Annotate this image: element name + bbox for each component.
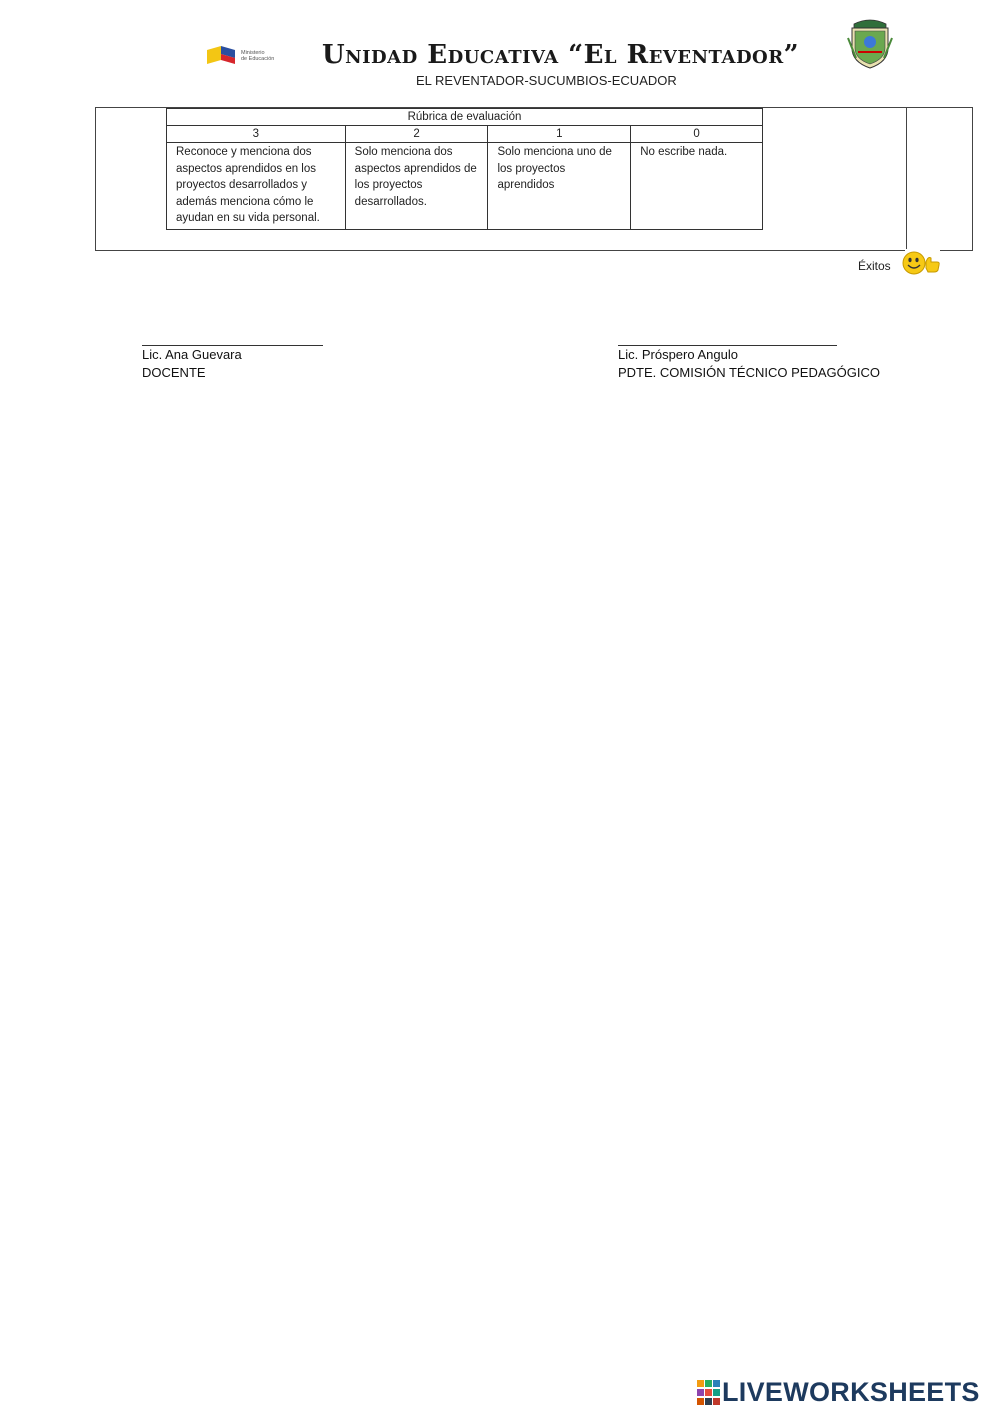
rubric-description-1: Solo menciona uno de los proyectos aprendidos bbox=[488, 143, 631, 230]
rubric-level-2: 2 bbox=[345, 126, 488, 143]
signature-line-docente bbox=[142, 345, 323, 346]
rubric-description-0: No escribe nada. bbox=[631, 143, 763, 230]
ecuador-flag-icon bbox=[205, 44, 239, 68]
ministry-logo-text: Ministerio de Educación bbox=[241, 50, 275, 62]
signature-line-president bbox=[618, 345, 837, 346]
closing-text: Éxitos bbox=[858, 259, 891, 273]
rubric-description-2: Solo menciona dos aspectos aprendidos de los proyectos desarrollados. bbox=[345, 143, 488, 230]
rubric-descriptions-row bbox=[167, 143, 763, 230]
thumbs-up-smiley-icon bbox=[900, 250, 944, 276]
frame-border-bottom bbox=[95, 250, 905, 251]
liveworksheets-logo-icon bbox=[697, 1380, 721, 1406]
frame-divider bbox=[906, 107, 907, 249]
school-title: Unidad Educativa “El Reventador” bbox=[322, 40, 800, 70]
school-subtitle: EL REVENTADOR-SUCUMBIOS-ECUADOR bbox=[416, 73, 677, 88]
signature-name-president: Lic. Próspero Angulo bbox=[618, 347, 738, 362]
signature-role-president: PDTE. COMISIÓN TÉCNICO PEDAGÓGICO bbox=[618, 365, 880, 380]
signature-role-docente: DOCENTE bbox=[142, 365, 206, 380]
frame-border-right bbox=[972, 107, 973, 251]
ministry-of-education-logo bbox=[205, 44, 285, 70]
rubric-table bbox=[166, 108, 763, 230]
liveworksheets-watermark: LIVEWORKSHEETS bbox=[722, 1377, 980, 1407]
rubric-level-3: 3 bbox=[167, 126, 346, 143]
school-crest-icon bbox=[846, 18, 894, 70]
rubric-title: Rúbrica de evaluación bbox=[167, 109, 763, 126]
rubric-level-1: 1 bbox=[488, 126, 631, 143]
signature-name-docente: Lic. Ana Guevara bbox=[142, 347, 242, 362]
rubric-level-0: 0 bbox=[631, 126, 763, 143]
rubric-description-3: Reconoce y menciona dos aspectos aprendidos en los proyectos desarrollados y además menciona cómo le ayudan en su vida personal. bbox=[167, 143, 346, 230]
frame-border-left bbox=[95, 107, 96, 251]
rubric-levels-row bbox=[167, 126, 763, 143]
frame-border-bottom-right bbox=[940, 250, 973, 251]
